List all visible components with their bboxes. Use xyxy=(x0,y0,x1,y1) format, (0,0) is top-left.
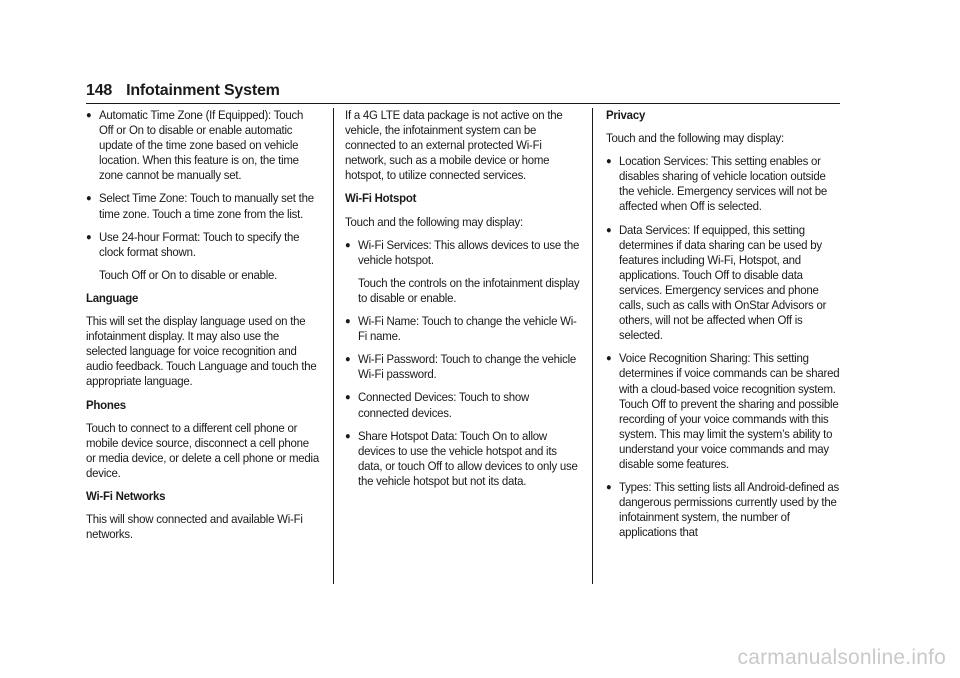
list-item-text: Types: This setting lists all Android-defined as dangerous permissions currently used by the infotainment system, the number of applications that xyxy=(619,480,840,540)
paragraph-language: This will set the display language used on the infotainment display. It may also use the selected language for voice recognition and audio feedback. Touch Language and touch the appropriate language. xyxy=(86,314,317,389)
paragraph-4g-intro: If a 4G LTE data package is not active on the vehicle, the infotainment system can be connected to an external protected Wi-Fi network, such as a mobile device or home hotspot, to utilize connected services. xyxy=(345,108,563,183)
bullet-icon: ● xyxy=(606,353,612,365)
column-1 xyxy=(86,108,320,550)
list-item xyxy=(345,314,579,344)
list-item xyxy=(86,108,320,183)
list-item-note: Touch Off or On to disable or enable. xyxy=(99,267,278,282)
bullet-icon: ● xyxy=(86,110,92,121)
bullet-icon: ● xyxy=(606,224,612,236)
column-2 xyxy=(345,108,579,497)
bullet-icon: ● xyxy=(345,239,351,251)
paragraph-touch-display: Touch and the following may display: xyxy=(345,214,523,229)
list-item-text: Wi-Fi Name: Touch to change the vehicle Wi-Fi name. xyxy=(358,314,577,344)
list-item-text: Share Hotspot Data: Touch On to allow devices to use the vehicle hotspot and its data, or touch Off to allow devices to only use the vehicle hotspot but not its data. xyxy=(358,428,578,488)
watermark: carmanualsonline.info xyxy=(737,646,946,669)
bullet-icon: ● xyxy=(345,354,351,366)
section-title: Infotainment System xyxy=(126,82,280,99)
bullet-icon: ● xyxy=(86,231,92,243)
list-item-text: Select Time Zone: Touch to manually set the time zone. Touch a time zone from the list. xyxy=(99,191,314,221)
list-item xyxy=(86,191,320,221)
page-header xyxy=(86,82,280,100)
heading-wifi-networks: Wi-Fi Networks xyxy=(86,488,166,503)
header-rule xyxy=(86,103,840,104)
list-item xyxy=(345,238,579,268)
list-item xyxy=(345,429,579,489)
list-item-note: Touch the controls on the infotainment display to disable or enable. xyxy=(358,275,580,305)
column-divider-1 xyxy=(333,108,334,584)
column-3 xyxy=(606,108,840,548)
list-item-text: Location Services: This setting enables or disables sharing of vehicle location outside the vehicle. Emergency services will not be affected when Off is selected. xyxy=(619,154,828,214)
heading-phones: Phones xyxy=(86,397,126,412)
paragraph-wifi-networks: This will show connected and available Wi-Fi networks. xyxy=(86,512,303,542)
list-item xyxy=(606,154,840,214)
list-item xyxy=(345,390,579,420)
list-item xyxy=(606,223,840,344)
list-item-text: Use 24-hour Format: Touch to specify the clock format shown. xyxy=(99,229,300,259)
bullet-icon: ● xyxy=(606,156,612,168)
list-item xyxy=(606,351,840,472)
paragraph-touch-display: Touch and the following may display: xyxy=(606,131,784,146)
list-item xyxy=(345,352,579,382)
list-item-text: Voice Recognition Sharing: This setting determines if voice commands can be shared with a cloud-based voice recognition system. Touch Off to prevent the sharing and possible recording of your voice commands with this system. This may limit the system’s ability to understand your voice commands and may disable some features. xyxy=(619,351,840,471)
list-item-text: Wi-Fi Services: This allows devices to use the vehicle hotspot. xyxy=(358,237,580,267)
list-item xyxy=(606,480,840,540)
bullet-icon: ● xyxy=(606,482,612,494)
list-item xyxy=(86,230,320,260)
list-item-text: Automatic Time Zone (If Equipped): Touch Off or On to disable or enable automatic update of the time zone based on vehicle location. When this feature is on, the time zone cannot be manually set. xyxy=(99,108,304,183)
bullet-icon: ● xyxy=(345,430,351,442)
list-item-text: Wi-Fi Password: Touch to change the vehicle Wi-Fi password. xyxy=(358,352,577,382)
bullet-icon: ● xyxy=(345,316,351,328)
heading-wifi-hotspot: Wi-Fi Hotspot xyxy=(345,191,417,206)
column-divider-2 xyxy=(592,108,593,584)
list-item-text: Data Services: If equipped, this setting determines if data sharing can be used by features including Wi-Fi, Hotspot, and applications. Touch Off to disable data services. Emergency services and phone calls, such as calls with OnStar Advisors or others, will not be affected when Off is selected. xyxy=(619,222,827,343)
heading-language: Language xyxy=(86,290,139,305)
paragraph-phones: Touch to connect to a different cell phone or mobile device source, disconnect a cell phone or media device, or delete a cell phone or media device. xyxy=(86,420,319,480)
bullet-icon: ● xyxy=(345,392,351,404)
list-item-text: Connected Devices: Touch to show connected devices. xyxy=(358,390,530,420)
bullet-icon: ● xyxy=(86,193,92,205)
heading-privacy: Privacy xyxy=(606,108,646,122)
page-number: 148 xyxy=(86,82,113,99)
